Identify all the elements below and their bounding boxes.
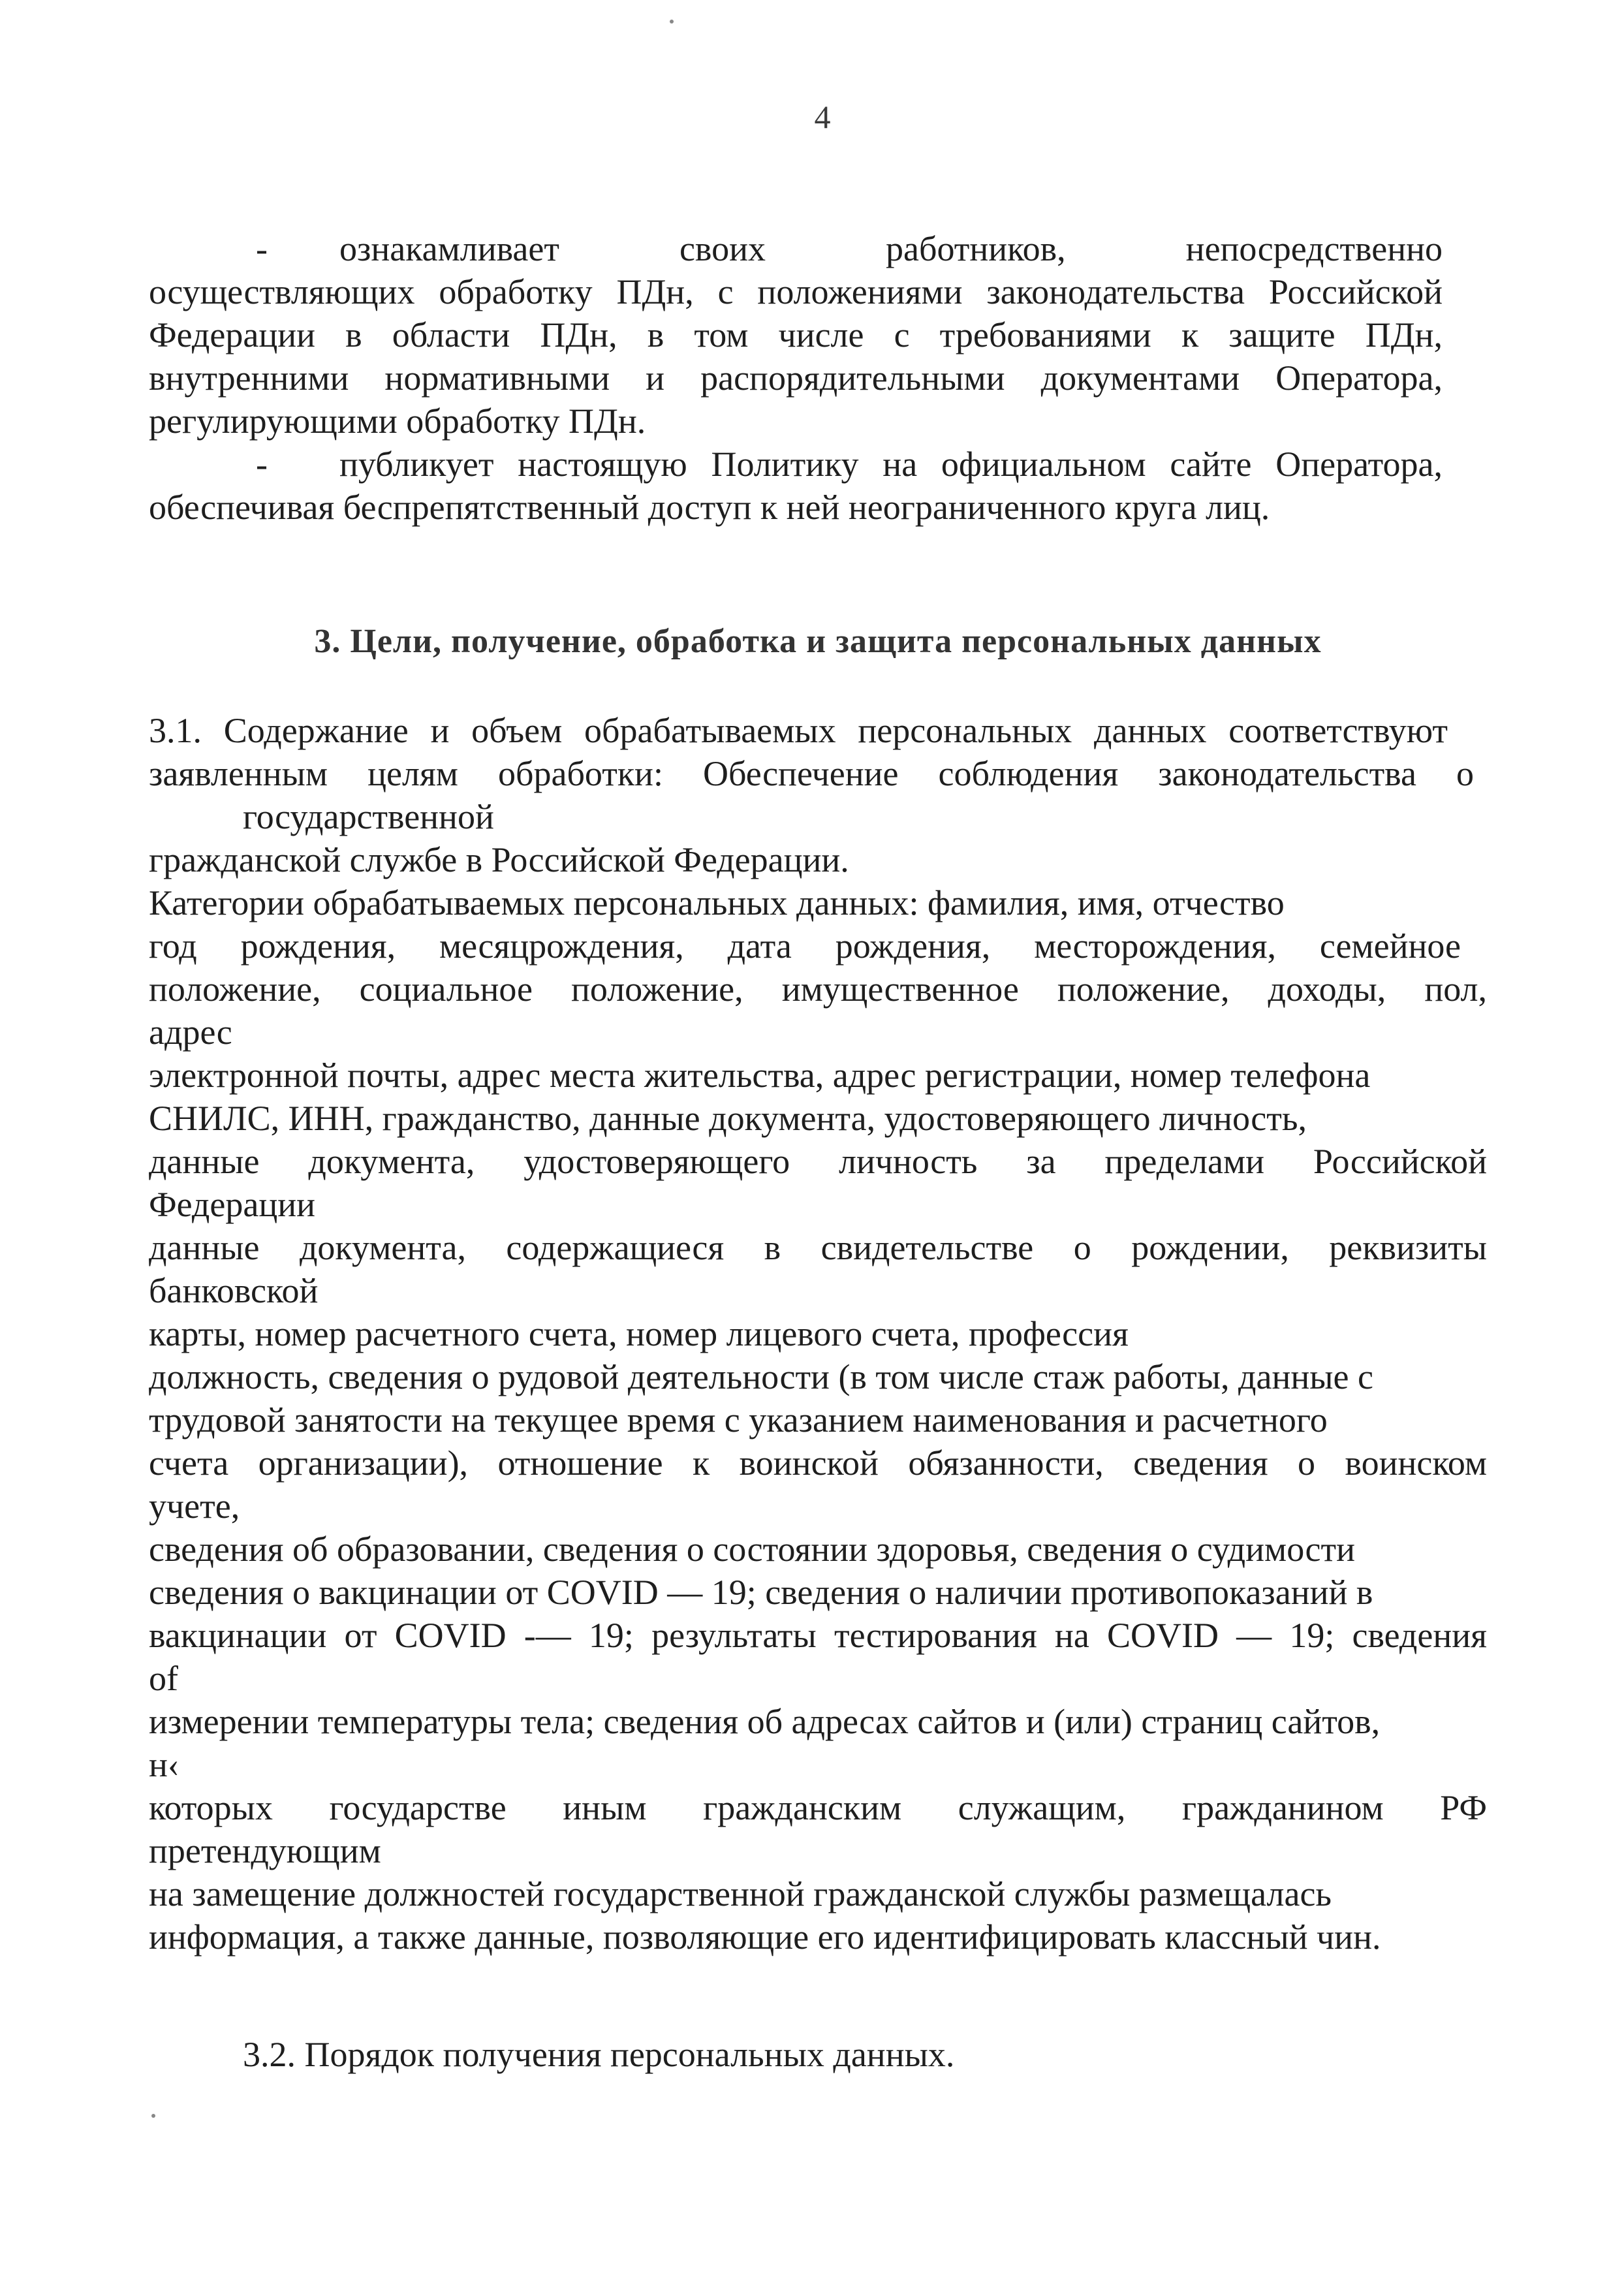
list-dash: - <box>256 445 268 484</box>
section-3-1-line-19: учете, <box>149 1486 240 1526</box>
section-3-1-line-25: н‹ <box>149 1745 180 1784</box>
list-item-1-line-1: ознакамливает своих работников, непосредственно <box>339 229 1443 268</box>
list-item-2-line-1: публикует настоящую Политику на официальном сайте Оператора, <box>339 445 1443 484</box>
section-heading: 3. Цели, получение, обработка и защита персональных данных <box>314 623 1322 660</box>
section-3-1-line-20: сведения об образовании, сведения о состоянии здоровья, сведения о судимости <box>149 1530 1355 1569</box>
section-3-1-line-9: электронной почты, адрес места жительства, адрес регистрации, номер телефона <box>149 1056 1371 1095</box>
section-3-1-line-24: измерении температуры тела; сведения об адресах сайтов и (или) страниц сайтов, <box>149 1702 1381 1741</box>
section-3-1-line-29: информация, а также данные, позволяющие его идентифицировать классный чин. <box>149 1917 1381 1957</box>
section-3-1-line-7: положение, социальное положение, имущественное положение, доходы, пол, <box>149 969 1487 1009</box>
section-3-1-line-16: должность, сведения о рудовой деятельности (в том числе стаж работы, данные с <box>149 1357 1373 1396</box>
section-3-1-line-12: Федерации <box>149 1185 316 1224</box>
section-3-1-line-18: счета организации), отношение к воинской обязанности, сведения о воинском <box>149 1443 1487 1483</box>
section-3-1-line-6: год рождения, месяцрождения, дата рождения, месторождения, семейное <box>149 926 1461 966</box>
section-3-1-line-27: претендующим <box>149 1831 381 1870</box>
list-item-1-line-4: внутренними нормативными и распорядительными документами Оператора, <box>149 358 1443 398</box>
section-3-1-line-11: данные документа, удостоверяющего личность за пределами Российской <box>149 1142 1487 1181</box>
section-3-1-line-26: которых государстве иным гражданским служащим, гражданином РФ <box>149 1788 1487 1827</box>
section-3-1-line-1: 3.1. Содержание и объем обрабатываемых персональных данных соответствуют <box>149 711 1448 750</box>
section-3-1-line-10: СНИЛС, ИНН, гражданство, данные документа, удостоверяющего личность, <box>149 1099 1307 1138</box>
section-3-1-line-15: карты, номер расчетного счета, номер лицевого счета, профессия <box>149 1314 1129 1353</box>
section-3-1-line-23: of <box>149 1659 178 1698</box>
section-3-2-heading: 3.2. Порядок получения персональных данных. <box>243 2035 955 2074</box>
list-item-1-line-3: Федерации в области ПДн, в том числе с требованиями к защите ПДн, <box>149 315 1443 354</box>
list-item-2-line-2: обеспечивая беспрепятственный доступ к ней неограниченного круга лиц. <box>149 488 1270 527</box>
list-item-1-line-2: осуществляющих обработку ПДн, с положениями законодательства Российской <box>149 272 1443 311</box>
scan-speck <box>151 2114 155 2118</box>
section-3-1-line-21: сведения о вакцинации от COVID — 19; сведения о наличии противопоказаний в <box>149 1573 1373 1612</box>
list-item-1-line-5: регулирующими обработку ПДн. <box>149 401 646 441</box>
scan-speck <box>670 20 674 24</box>
section-3-1-line-8: адрес <box>149 1013 232 1052</box>
section-3-1-line-28: на замещение должностей государственной гражданской службы размещалась <box>149 1874 1332 1913</box>
section-3-1-line-22: вакцинации от COVID -— 19; результаты тестирования на COVID — 19; сведения <box>149 1616 1487 1655</box>
section-3-1-line-5: Категории обрабатываемых персональных данных: фамилия, имя, отчество <box>149 883 1285 922</box>
section-3-1-line-4: гражданской службе в Российской Федерации. <box>149 840 849 879</box>
section-3-1-line-13: данные документа, содержащиеся в свидетельстве о рождении, реквизиты <box>149 1228 1487 1267</box>
section-3-1-line-17: трудовой занятости на текущее время с указанием наименования и расчетного <box>149 1400 1328 1439</box>
list-dash: - <box>256 229 268 268</box>
section-3-1-line-3: государственной <box>243 797 494 836</box>
section-3-1-line-14: банковской <box>149 1271 319 1310</box>
page-number: 4 <box>814 99 831 135</box>
section-3-1-line-2: заявленным целям обработки: Обеспечение соблюдения законодательства о <box>149 754 1474 793</box>
